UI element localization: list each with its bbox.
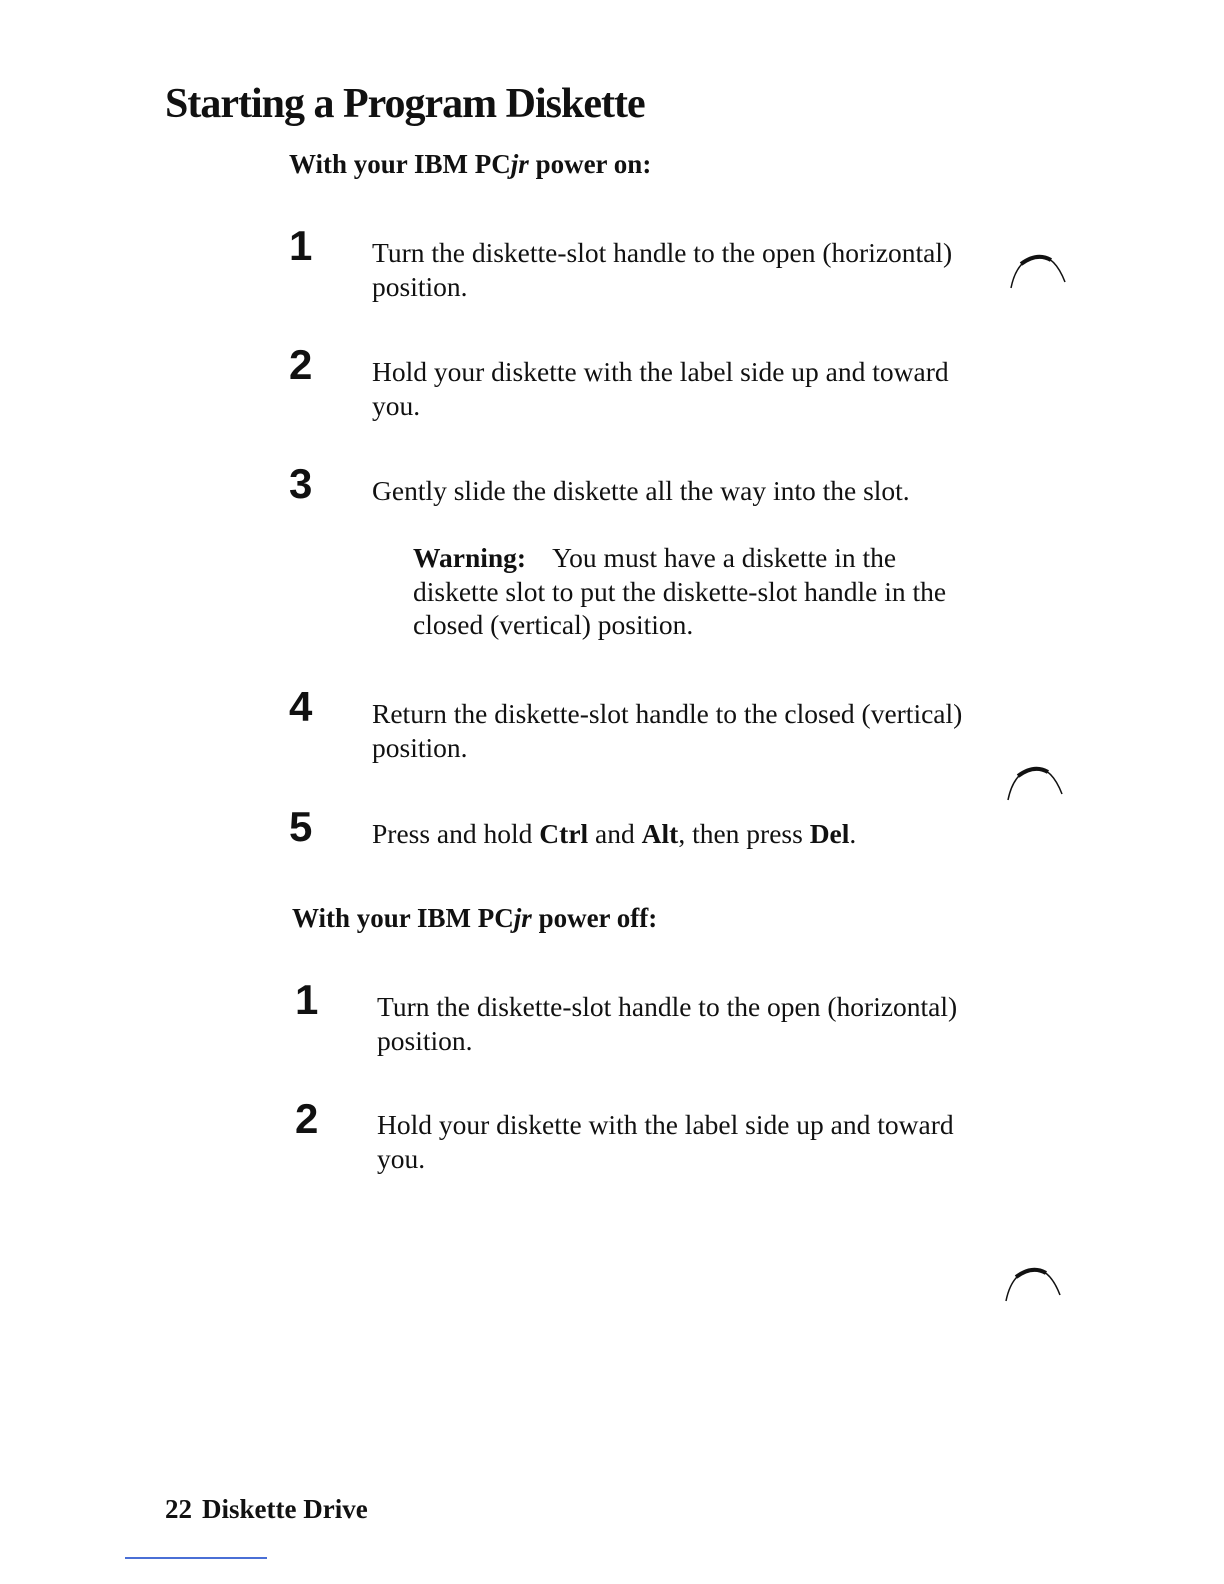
step-text-part: Press and hold [372,818,533,849]
warning-text: You must have a diskette in the diskette slot to put the diskette-slot handle in the closed (vertical) position. [413,542,947,640]
page-footer [165,1492,368,1526]
step-text: Hold your diskette with the label side up and toward you. [377,1109,954,1174]
binding-arc-icon [1002,1265,1062,1305]
heading-pc: PC [477,903,514,933]
heading-prefix: With your IBM [289,149,469,179]
step-number: 1 [289,222,313,269]
binding-arc-icon [1007,252,1067,292]
step-number: 3 [289,460,313,507]
step-text: Hold your diskette with the label side up and toward you. [372,356,949,421]
step-number: 5 [289,803,313,850]
heading-jr: jr [510,149,529,179]
key-alt: Alt [641,818,679,849]
step-number: 1 [295,976,319,1023]
section-heading-power-off [292,901,657,935]
heading-jr: jr [513,903,532,933]
step-text-part: and [595,818,635,849]
footer-section-title: Diskette Drive [202,1494,368,1524]
heading-suffix: power off: [538,903,658,933]
step-text: Turn the diskette-slot handle to the open (horizontal) position. [372,237,953,302]
step-text: Gently slide the diskette all the way into the slot. [372,475,910,506]
step-text: Turn the diskette-slot handle to the open (horizontal) position. [377,991,958,1056]
heading-pc: PC [474,149,511,179]
step-text-part: , then press [678,818,803,849]
binding-arc-icon [1004,764,1064,804]
step-number: 2 [295,1095,319,1142]
page-title: Starting a Program Diskette [165,81,645,127]
section-heading-power-on [289,147,651,181]
step-text [372,817,1012,851]
step-text-part: . [849,818,857,849]
key-ctrl: Ctrl [539,818,589,849]
key-del: Del [809,818,850,849]
heading-suffix: power on: [535,149,652,179]
page-number: 22 [165,1494,192,1524]
step-number: 4 [289,683,313,730]
step-text: Return the diskette-slot handle to the closed (vertical) position. [372,698,963,763]
footer-rule [125,1557,267,1559]
warning-note [413,541,973,642]
heading-prefix: With your IBM [292,903,472,933]
warning-label: Warning: [413,542,527,573]
step-number: 2 [289,341,313,388]
